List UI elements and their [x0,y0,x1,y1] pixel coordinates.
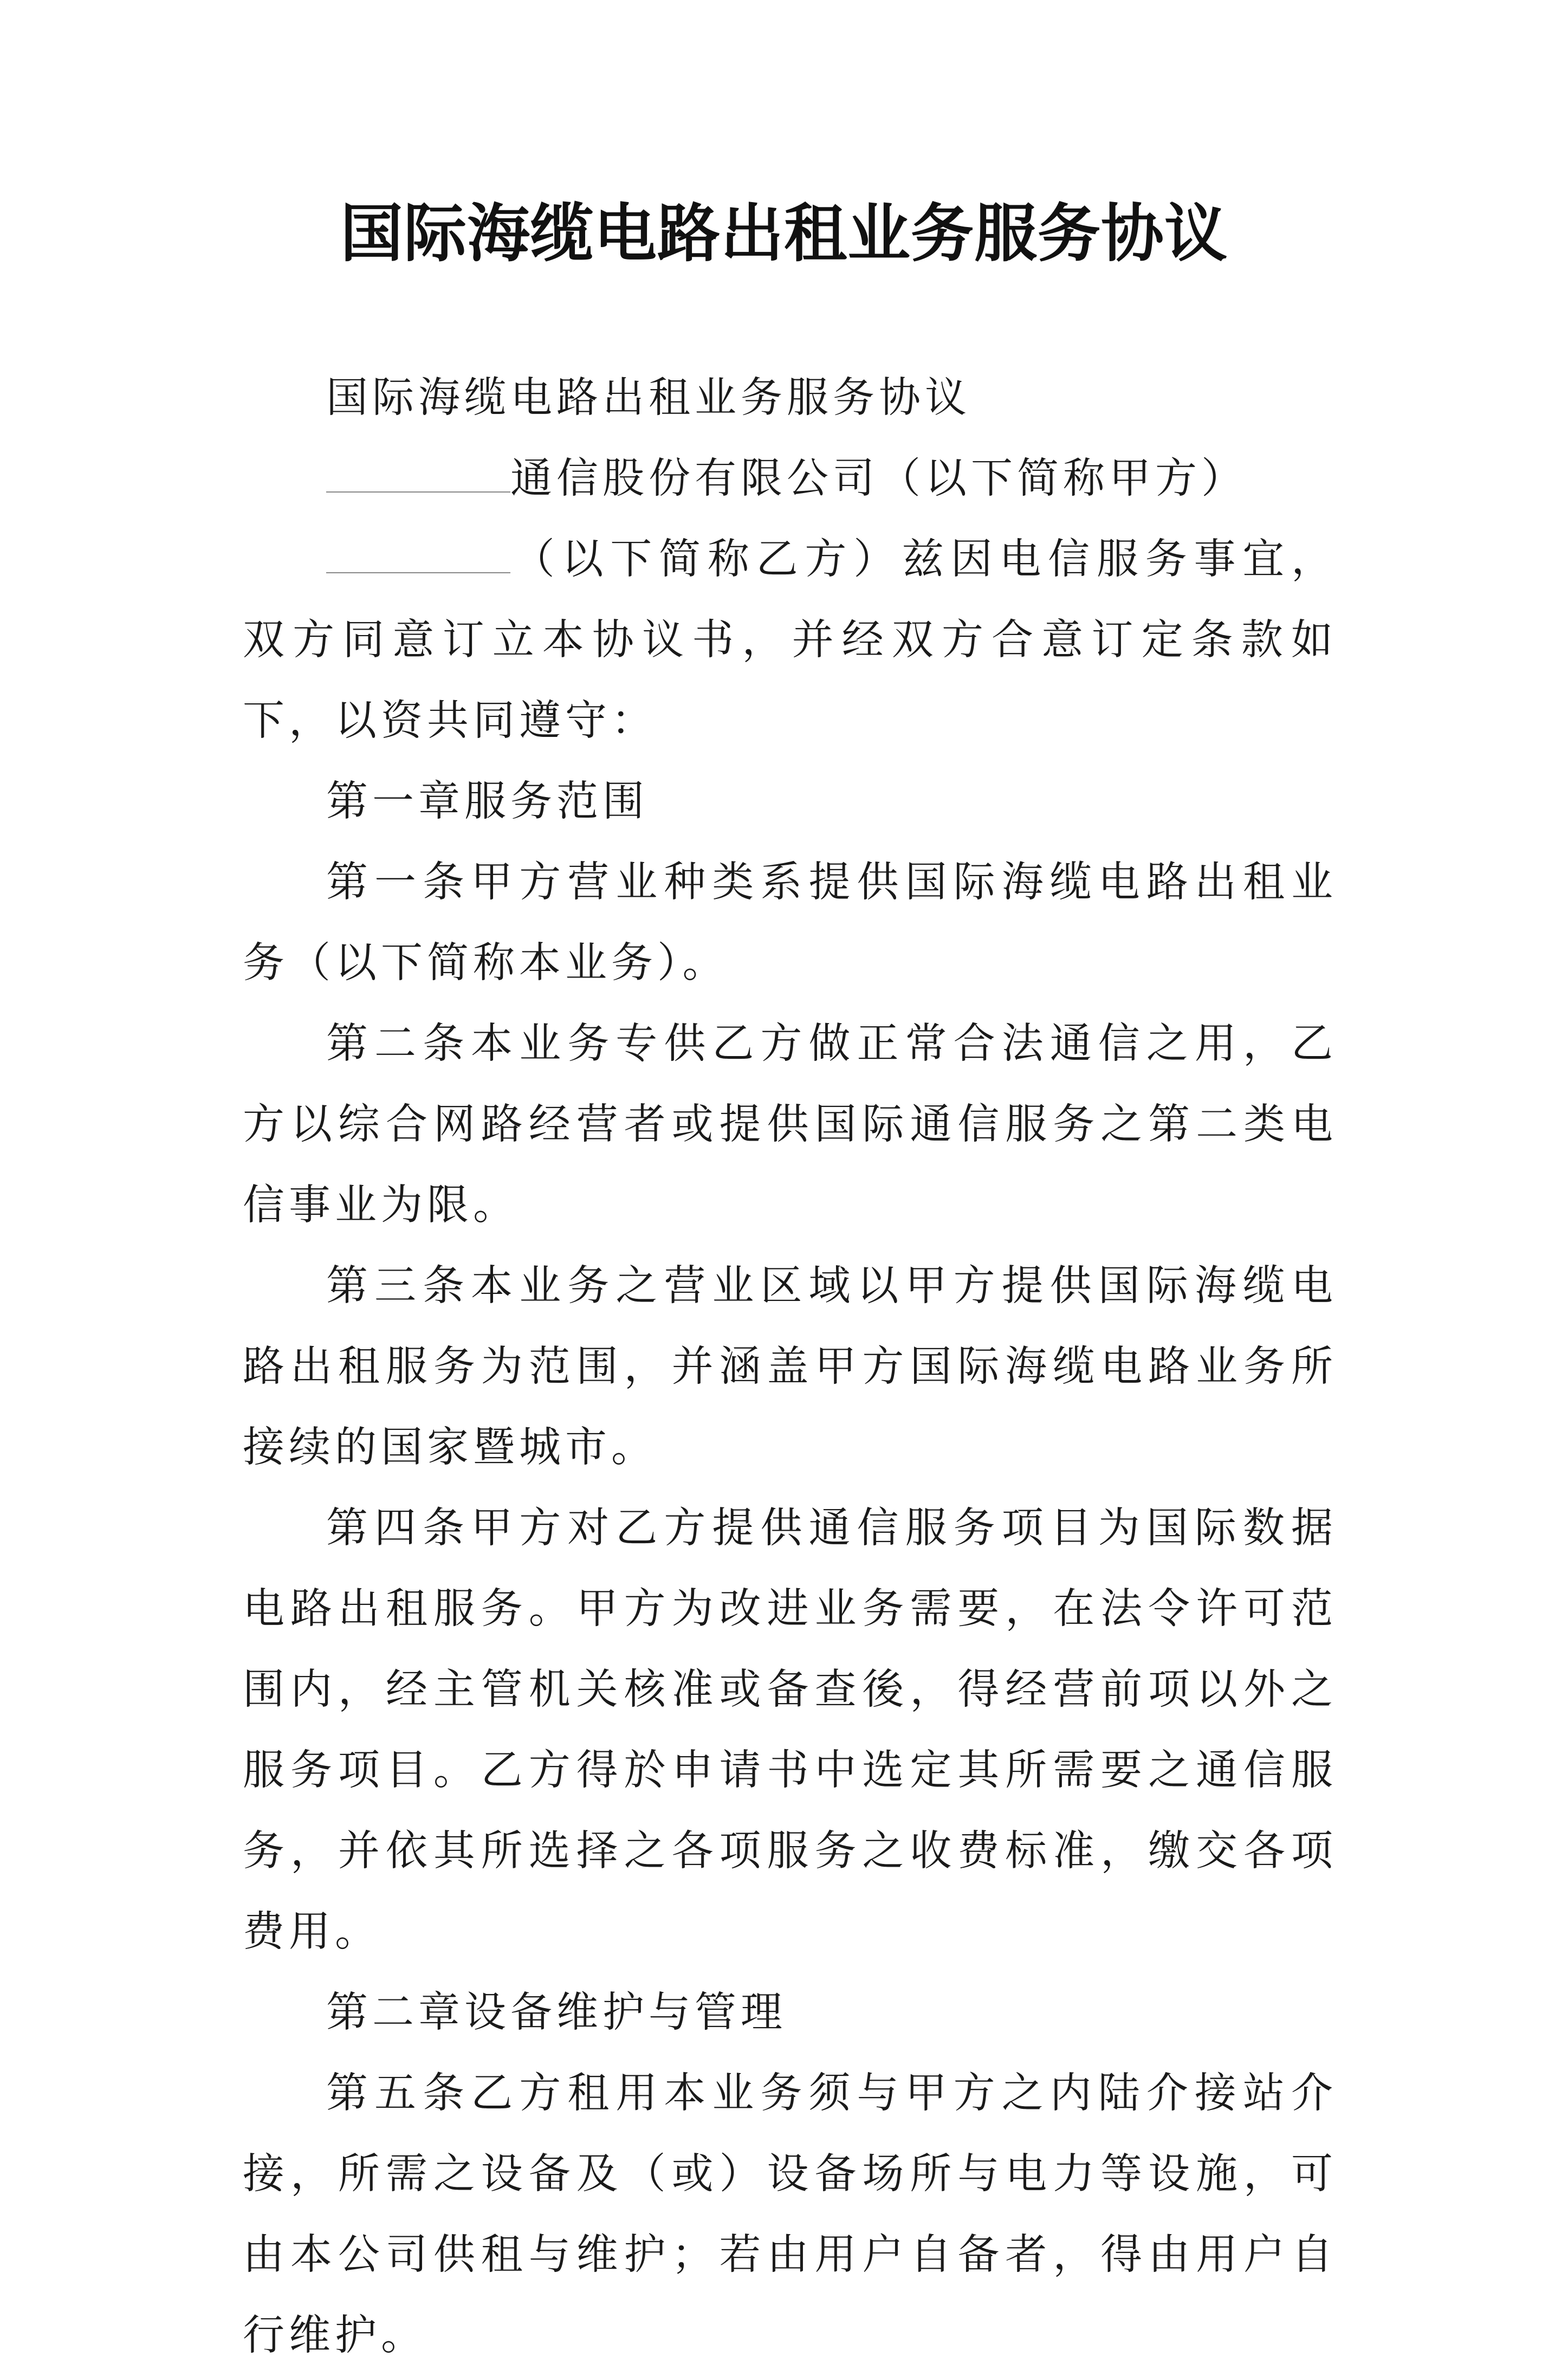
article-5: 第五条乙方租用本业务须与甲方之内陆介接站介接，所需之设备及（或）设备场所与电力等设施，可由本公司供租与维护；若由用户自备者，得由用户自行维护。 [243,2069,1337,2360]
party-a-name-blank [326,454,510,493]
chapter-1-heading: 第一章服务范围 [326,778,649,826]
party-a-text: 通信股份有限公司（以下简称甲方） [510,455,1247,503]
paragraph-party-b [243,519,1337,761]
paragraph-heading-repeat: 国际海缆电路出租业务服务协议 [326,374,971,422]
article-1: 第一条甲方营业种类系提供国际海缆电路出租业务（以下简称本业务）。 [243,858,1337,987]
chapter-2-heading: 第二章设备维护与管理 [326,1989,787,2037]
article-3: 第三条本业务之营业区域以甲方提供国际海缆电路出租服务为范围，并涵盖甲方国际海缆电路业务所接续的国家暨城市。 [243,1262,1337,1472]
document-title: 国际海缆电路出租业务服务协议 [340,197,1228,270]
article-2: 第二条本业务专供乙方做正常合法通信之用，乙方以综合网路经营者或提供国际通信服务之第二类电信事业为限。 [243,1020,1337,1229]
article-4: 第四条甲方对乙方提供通信服务项目为国际数据电路出租服务。甲方为改进业务需要，在法令许可范围内，经主管机关核准或备查後，得经营前项以外之服务项目。乙方得於申请书中选定其所需要之通信服务，并依其所选择之各项服务之收费标准，缴交各项费用。 [243,1504,1337,1956]
party-b-name-blank [326,534,510,573]
document-body [243,358,1337,2376]
party-b-text: （以下简称乙方）兹因电信服务事宜，双方同意订立本协议书，并经双方合意订定条款如下，以资共同遵守： [243,535,1337,745]
paragraph-party-a [243,438,1337,519]
